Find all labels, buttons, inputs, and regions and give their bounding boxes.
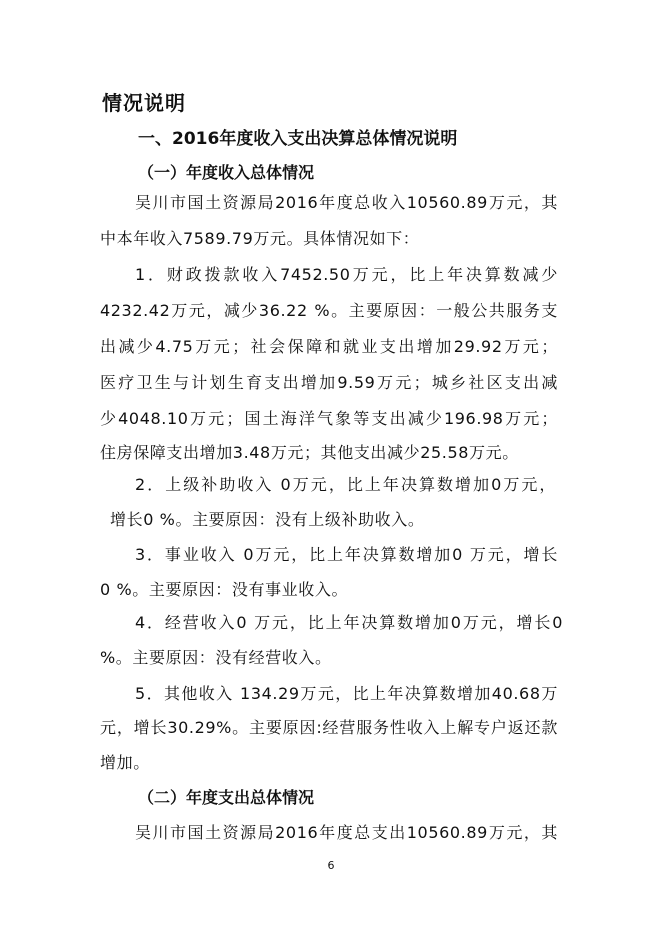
intro-line: 吴川市国土资源局2016年度总收入10560.89万元，其 [135,193,558,212]
item1-line: 住房保障支出增加3.48万元；其他支出减少25.58万元。 [100,443,519,462]
page-number: 6 [327,859,335,872]
subheading-income: （一）年度收入总体情况 [138,163,315,182]
item4-line: %。主要原因：没有经营收入。 [100,648,332,667]
item1-line: 少4048.10万元；国土海洋气象等支出减少196.98万元； [100,409,558,428]
intro-line: 中本年收入7589.79万元。具体情况如下： [100,229,420,248]
item2-line: 2．上级补助收入 0万元，比上年决算数增加0万元， [135,475,556,494]
item5-line: 5．其他收入 134.29万元，比上年决算数增加40.68万 [135,684,558,703]
item3-line: 0 %。主要原因：没有事业收入。 [100,580,349,599]
item1-line: 医疗卫生与计划生育支出增加9.59万元；城乡社区支出减 [100,373,558,392]
item4-line: 4．经营收入0 万元，比上年决算数增加0万元，增长0 [135,613,563,632]
item1-line: 1．财政拨款收入7452.50万元，比上年决算数减少 [135,265,558,284]
document-title: 情况说明 [102,91,186,115]
item1-line: 出减少4.75万元；社会保障和就业支出增加29.92万元； [100,337,558,356]
expense-line: 吴川市国土资源局2016年度总支出10560.89万元，其 [135,823,558,842]
item3-line: 3．事业收入 0万元，比上年决算数增加0 万元，增长 [135,545,558,564]
item2-line: 增长0 %。主要原因：没有上级补助收入。 [110,510,425,529]
item1-line: 4232.42万元，减少36.22 %。主要原因：一般公共服务支 [100,301,558,320]
item5-line: 增加。 [100,753,150,772]
item5-line: 元，增长30.29%。主要原因:经营服务性收入上解专户返还款 [100,718,558,737]
section-heading-1: 一、2016年度收入支出决算总体情况说明 [138,129,458,149]
subheading-expense: （二）年度支出总体情况 [138,788,315,807]
